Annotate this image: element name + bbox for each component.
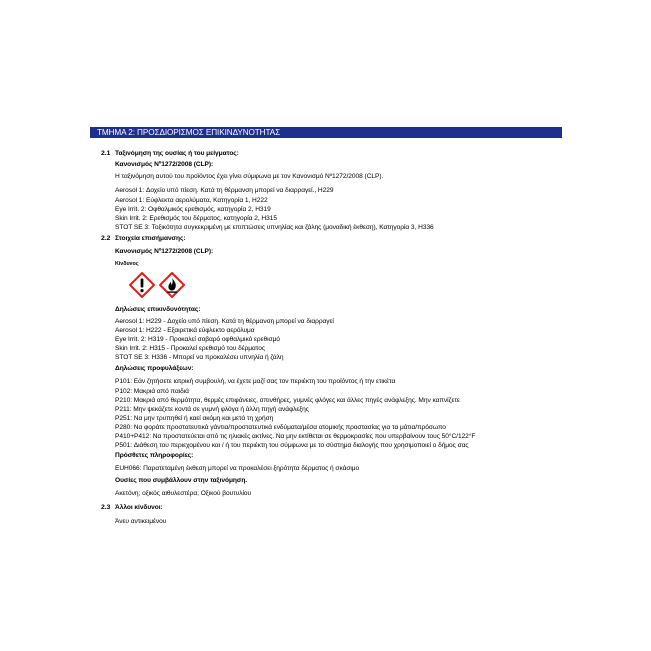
precautionary-statements-heading: Δηλώσεις προφυλάξεων: [115,365,194,372]
other-hazards-text: Άνευ αντικειμένου [115,518,167,525]
hazard-statement: Aerosol 1: H229 - Δοχείο υπό πίεση. Κατά τη θέρμανση μπορεί να διαρραγεί [115,318,334,325]
exclamation-icon [129,272,155,298]
section-number-2-3: 2.3 [101,504,111,511]
precautionary-statement: P210: Μακριά από θερμότητα, θερμές επιφάνειες, σπινθήρες, γυμνές φλόγες και άλλες πηγές ανάφλεξης. Μην καπνίζετε [115,397,460,404]
supplemental-info: EUH066: Παρατεταμένη έκθεση μπορεί να προκαλέσει ξηρότητα δέρματος ή σκάσιμο [115,465,360,472]
precautionary-statement: P101: Εάν ζητήσετε ιατρική συμβουλή, να έχετε μαζί σας τον περιέκτη του προϊόντος ή την ετικέτα [115,378,396,385]
regulation-label: Κανονισμός Nº1272/2008 (CLP): [115,161,214,168]
heading-other-hazards: Άλλοι κίνδυνοι: [115,504,163,511]
supplemental-info-heading: Πρόσθετες πληροφορίες: [115,452,194,459]
heading-label-elements: Στοιχεία επισήμανσης: [115,235,186,242]
contributing-substances: Ακετόνη; οξικός αιθυλεστέρα; Οξικού βουτυλίου [115,490,252,497]
contributing-substances-heading: Ουσίες που συμβάλλουν στην ταξινόμηση. [115,477,248,484]
hazard-statement: Eye Irrit. 2: H319 - Προκαλεί σοβαρό οφθαλμικό ερεθισμό [115,336,280,343]
classification-line: Aerosol 1: Εύφλεκτα αερολύματα, Κατηγορία 1, H222 [115,197,268,204]
precautionary-statement: P410+P412: Να προστατεύεται από τις ηλιακές ακτίνες. Να μην εκτίθεται σε θερμοκρασίες που υπερβαίνουν τους 50°C/122°F [115,433,476,440]
heading-classification: Ταξινόμηση της ουσίας ή του μείγματος: [115,150,239,157]
precautionary-statement: P251: Να μην τρυπηθεί ή καεί ακόμη και μετά τη χρήση [115,415,274,422]
classification-statement: Η ταξινόμηση αυτού του προϊόντος έχει γίνει σύμφωνα με τον Κανονισμό Nº1272/2008 (CLP). [115,173,384,180]
hazard-statement: Aerosol 1: H222 - Εξαιρετικά εύφλεκτο αερόλυμα [115,327,255,334]
hazard-statement: STOT SE 3: H336 - Μπορεί να προκαλέσει υπνηλία ή ζάλη [115,354,284,361]
regulation-label: Κανονισμός Nº1272/2008 (CLP): [115,248,214,255]
section-title-banner: ΤΜΗΜΑ 2: ΠΡΟΣΔΙΟΡΙΣΜΟΣ ΕΠΙΚΙΝΔΥΝΟΤΗΤΑΣ [90,127,562,138]
flame-icon [159,272,185,298]
classification-line: Eye Irrit. 2: Οφθαλμικός ερεθισμός, κατηγορία 2, H319 [115,206,271,213]
precautionary-statement: P211: Μην ψεκάζετε κοντά σε γυμνή φλόγα ή άλλη πηγή ανάφλεξης [115,406,309,413]
hazard-statement: Skin Irrit. 2: H315 - Προκαλεί ερεθισμό του δέρματος [115,345,266,352]
precautionary-statement: P102: Μακριά από παιδιά [115,388,189,395]
classification-line: Skin Irrit. 2: Ερεθισμός του δέρματος, κατηγορία 2, H315 [115,215,277,222]
precautionary-statement: P280: Να φοράτε προστατευτικά γάντια/προστατευτικά ενδύματα/μέσα ατομικής προστασίας για τα μάτια/πρόσωπο [115,424,446,431]
classification-line: Aerosol 1: Δοχείο υπό πίεση. Κατά τη θέρμανση μπορεί να διαρραγεί., H229 [115,187,334,194]
section-number-2-2: 2.2 [101,235,111,242]
classification-line: STOT SE 3: Τοξικότητα συγκεκριμένη με επιπτώσεις υπνηλίας και ζάλης (μοναδική έκθεση), Κατηγορία 3, H336 [115,224,434,231]
precautionary-statement: P501: Διάθεση του περιεχομένου και / ή του περιέκτη του σύμφωνα με το σύστημα διαλογής που χρησιμοποιεί ο δήμος σας [115,442,469,449]
section-number-2-1: 2.1 [101,150,111,157]
signal-word: Κίνδυνος [115,261,139,267]
hazard-statements-heading: Δηλώσεις επικινδυνότητας: [115,306,201,313]
